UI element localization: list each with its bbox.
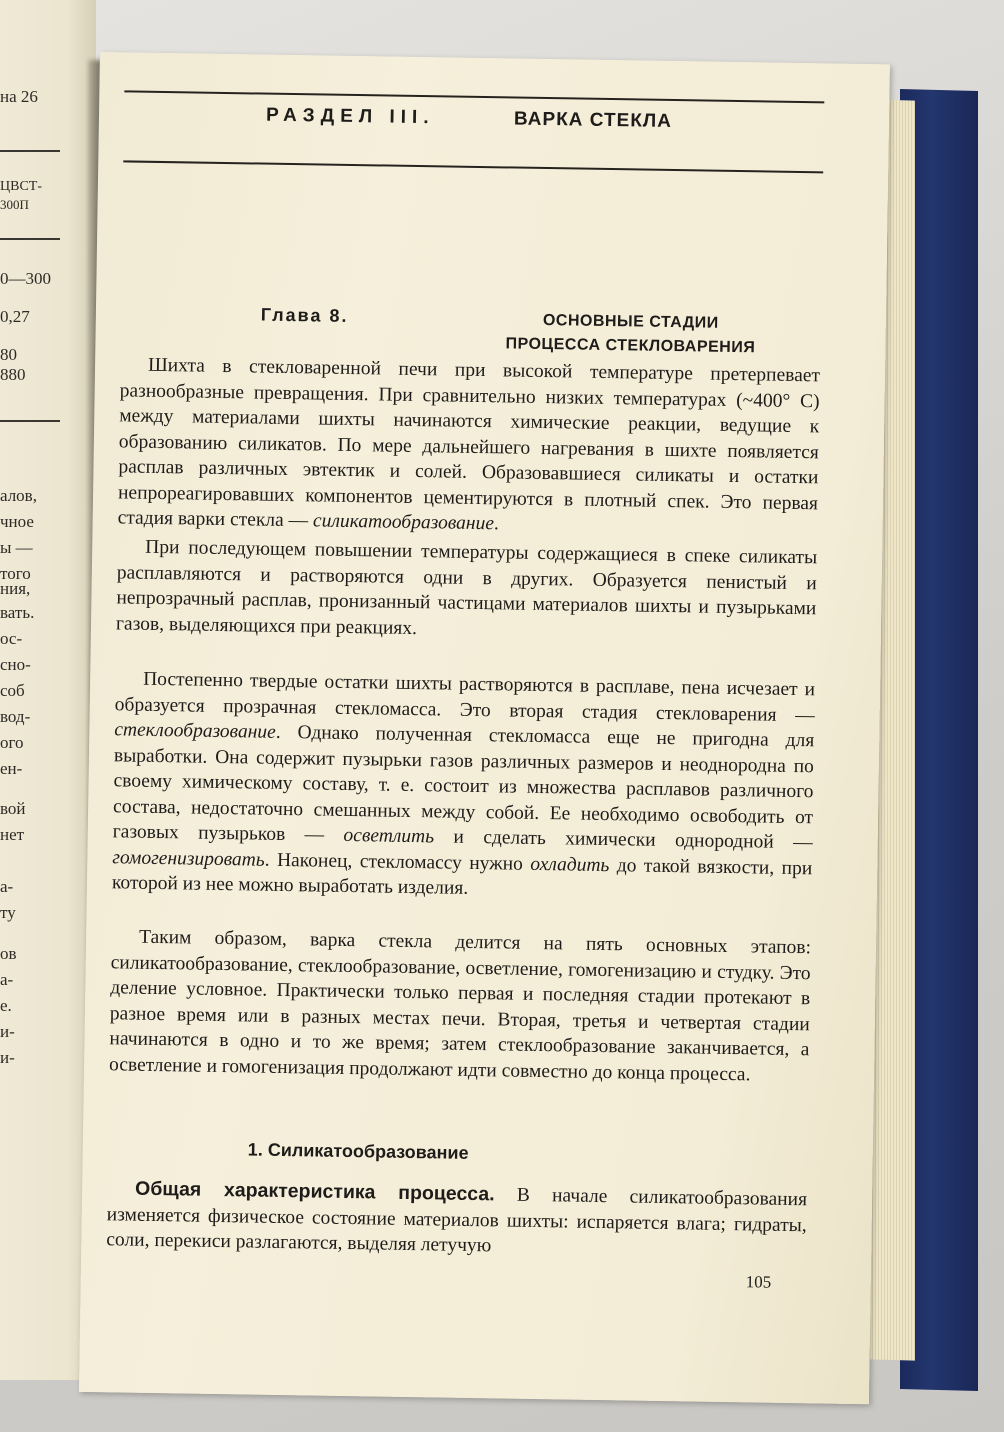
emphasis-term: стеклообразование [114, 719, 276, 743]
left-page-fragment: ния, [0, 579, 31, 598]
left-page-fragment: е. [0, 996, 12, 1015]
left-page-fragment: ого [0, 733, 24, 752]
paragraph-text: В начале силикатообразования изменяется физическое состояние материалов шихты: испаряется влага; гидраты, соли, перекиси разлагаются, выделяя летучую [106, 1184, 808, 1257]
emphasis-term: охладить [530, 853, 610, 876]
paragraph-2: При последующем повышении температуры содержащиеся в спеке силикаты расплавляются и растворяются одни в других. Образуется пенистый и непрозрачный расплав, пронизанный частицами материалов шихты и пузырьками газов, выделяющихся при реакциях. [115, 536, 818, 639]
left-page-fragment: ту [0, 903, 16, 922]
left-page-fragment: ов [0, 944, 17, 963]
left-page-rule [0, 420, 60, 422]
section-title: ВАРКА СТЕКЛА [513, 108, 673, 132]
left-page-fragment: ос- [0, 629, 23, 648]
left-page-fragment: вать. [0, 603, 35, 622]
left-page-fragment: 300П [0, 197, 29, 212]
left-page-fragment: ен- [0, 759, 23, 778]
left-page-fragment: того [0, 564, 31, 583]
left-page-fragment: чное [0, 512, 34, 531]
paragraph-text: . Однако полученная стекломасса еще не пригодна для выработки. Она содержит пузырьки газов различных размеров и неоднородна по своему химическому составу, т. е. состоит из множества расплавов различного состава, недостаточно смешанных между собой. Ее необходимо освободить от газовых пузырьков — [112, 721, 815, 846]
left-page-fragment: а- [0, 877, 14, 896]
emphasis-term: осветлить [343, 824, 435, 848]
left-page-fragment: алов, [0, 486, 37, 505]
left-page-fragment: ы — [0, 538, 33, 557]
emphasis-term: силикатообразование [312, 510, 495, 535]
left-page-fragment: на 26 [0, 87, 38, 106]
paragraph-text: до такой вязкости, при которой из нее можно выработать изделия. [111, 854, 813, 899]
subsection-title: 1. Силикатообразование [247, 1139, 469, 1163]
left-page-fragment: ЦВСТ- [0, 179, 42, 194]
paragraph-text: Постепенно твердые остатки шихты растворяются в расплаве, пена исчезает и образуется прозрачная стекломасса. Это вторая стадия стекловарения — [114, 668, 816, 726]
chapter-title-line: ПРОЦЕССА СТЕКЛОВАРЕНИЯ [505, 335, 756, 357]
chapter-title-line: ОСНОВНЫЕ СТАДИИ [542, 311, 719, 332]
left-page-fragment: сно- [0, 655, 31, 674]
left-page-fragment: и- [0, 1022, 15, 1041]
left-page-fragment: 0—300 [0, 269, 51, 288]
left-page-fragment: и- [0, 1048, 15, 1067]
header-rule-bottom [123, 160, 823, 173]
left-page-fragment: соб [0, 681, 25, 700]
paragraph-5 [106, 1176, 807, 1263]
paragraph-4: Таким образом, варка стекла делится на пять основных этапов: силикатообразование, стеклообразование, осветление, гомогенизацию и студку. Это деление условное. Практически только первая и последняя стадии протекают в разное время или в разных местах печи. Вторая, третья и четвертая стадии начинаются в одно и то же время; затем стеклообразование заканчивается, а осветление и гомогенизация продолжают идти совместно до конца процесса. [108, 926, 812, 1085]
left-page-fragment: а- [0, 970, 14, 989]
paragraph-1 [117, 352, 820, 541]
header-rule-top [124, 90, 824, 103]
paragraph-3 [112, 666, 816, 906]
section-label: РАЗДЕЛ III. [265, 104, 435, 129]
paragraph-text: . Наконец, стекломассу нужно [264, 849, 531, 875]
left-page-fragment: 880 [0, 365, 26, 384]
left-page-rule [0, 150, 60, 152]
left-page-fragment: 0,27 [0, 307, 30, 326]
left-page-rule [0, 238, 60, 240]
chapter-title [480, 308, 781, 361]
chapter-label: Глава 8. [260, 304, 349, 326]
left-page-fragment: вод- [0, 707, 31, 726]
left-page-fragment: вой [0, 799, 26, 818]
emphasis-term: гомогенизировать [112, 846, 265, 871]
right-page [79, 52, 890, 1404]
paragraph-text: и сделать химически однородной — [433, 826, 813, 854]
paragraph-lead: Общая характеристика процесса. [134, 1177, 495, 1206]
paragraph-text: Шихта в стекловаренной печи при высокой температуре претерпевает разнообразные превращения. При сравнительно низких температурах (~400° С) между материалами шихты начинаются химические реакции, ведущие к образованию силикатов. По мере дальнейшего нагревания в шихте появляется расплав различных эвтектик и солей. Образовавшиеся силикаты и остатки непрореагировавших компонентов цементируются в плотный спек. Это первая стадия варки стекла — [117, 354, 821, 532]
paragraph-text: . [493, 513, 499, 535]
left-page-fragment: 80 [0, 345, 17, 364]
left-page-fragment: нет [0, 825, 25, 844]
page-number: 105 [745, 1272, 772, 1292]
